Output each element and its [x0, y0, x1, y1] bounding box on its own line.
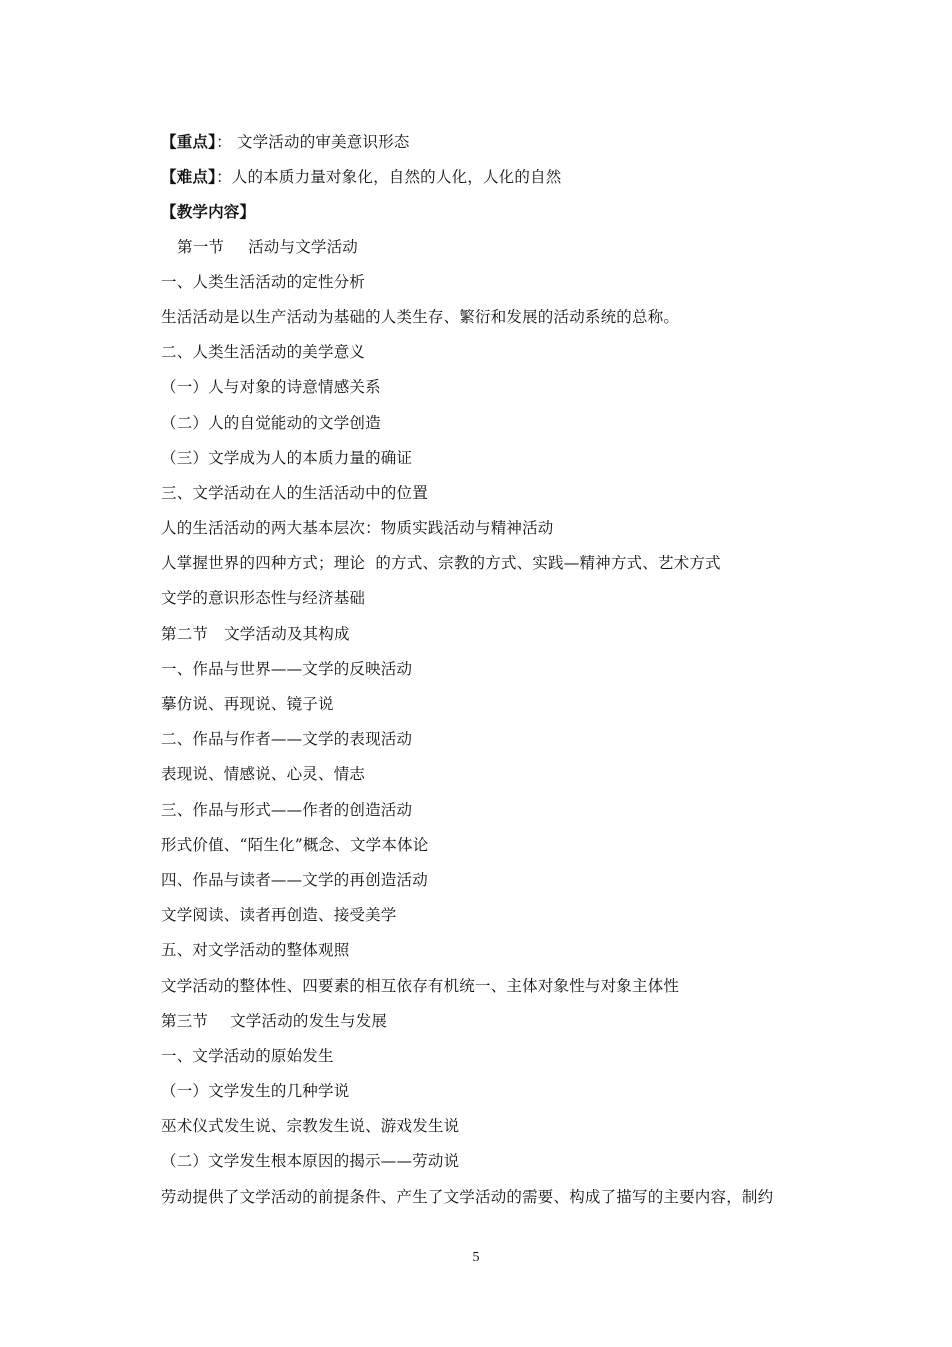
difficult-point-text: 人的本质力量对象化，自然的人化，人化的自然 — [231, 168, 562, 187]
section-2-line: 文学阅读、读者再创造、接受美学 — [161, 906, 397, 925]
section-1-heading — [161, 230, 821, 265]
section-3-line: （一）文学发生的几种学说 — [161, 1082, 350, 1101]
section-3-line: 一、文学活动的原始发生 — [161, 1046, 334, 1065]
section-1-line: （三）文学成为人的本质力量的确证 — [161, 448, 413, 467]
section-1-line: 二、人类生活活动的美学意义 — [161, 343, 366, 362]
difficult-point-label: 【难点】 — [161, 167, 217, 187]
section-1-line: （一）人与对象的诗意情感关系 — [161, 378, 381, 397]
section-2-line: 形式价值、“陌生化”概念、文学本体论 — [161, 835, 429, 854]
section-3-line: （二）文学发生根本原因的揭示——劳动说 — [161, 1152, 460, 1171]
section-2-title: 文学活动及其构成 — [224, 624, 350, 643]
section-2-heading — [161, 617, 821, 652]
section-3-title: 文学活动的发生与发展 — [230, 1011, 388, 1030]
difficult-point-line — [161, 159, 821, 194]
key-point-label: 【重点】 — [161, 132, 217, 151]
section-2-line: 摹仿说、再现说、镜子说 — [161, 695, 334, 713]
document-body — [161, 124, 821, 1215]
section-2-line: 五、对文学活动的整体观照 — [161, 941, 350, 960]
section-2-number: 第二节 — [161, 624, 209, 643]
section-2-line: 一、作品与世界——文学的反映活动 — [161, 659, 413, 678]
section-1-number: 第一节 — [177, 237, 225, 256]
section-1-line: 一、人类生活活动的定性分析 — [161, 272, 366, 291]
section-2-line: 二、作品与作者——文学的表现活动 — [161, 730, 413, 749]
difficult-point-separator: ： — [216, 168, 232, 187]
key-point-line — [161, 124, 821, 159]
section-1-line: 三、文学活动在人的生活活动中的位置 — [161, 483, 428, 502]
section-3-heading — [161, 1004, 821, 1039]
section-2-line: 表现说、情感说、心灵、情志 — [161, 765, 366, 784]
section-1-line: 人的生活活动的两大基本层次：物质实践活动与精神活动 — [161, 519, 554, 538]
section-2-line: 四、作品与读者——文学的再创造活动 — [161, 870, 428, 889]
section-1-line: 人掌握世界的四种方式；理论 的方式、宗教的方式、实践—精神方式、艺术方式 — [161, 554, 721, 573]
section-1-line: （二）人的自觉能动的文学创造 — [161, 413, 381, 432]
section-2-line: 三、作品与形式——作者的创造活动 — [161, 800, 413, 819]
page-number: 5 — [472, 1250, 480, 1265]
section-1-line: 生活活动是以生产活动为基础的人类生存、繁衍和发展的活动系统的总称。 — [161, 307, 680, 326]
section-1-title: 活动与文学活动 — [248, 237, 359, 256]
section-3-line: 劳动提供了文学活动的前提条件、产生了文学活动的需要、构成了描写的主要内容，制约 — [161, 1187, 774, 1206]
section-3-number: 第三节 — [161, 1011, 209, 1030]
section-3-line: 巫术仪式发生说、宗教发生说、游戏发生说 — [161, 1117, 460, 1136]
section-2-line: 文学活动的整体性、四要素的相互依存有机统一、主体对象性与对象主体性 — [161, 976, 680, 995]
section-1-line: 文学的意识形态性与经济基础 — [161, 589, 366, 608]
key-point-text: 文学活动的审美意识形态 — [236, 133, 410, 151]
teaching-content-heading: 【教学内容】 — [161, 202, 256, 222]
key-point-separator: ： — [216, 133, 232, 151]
